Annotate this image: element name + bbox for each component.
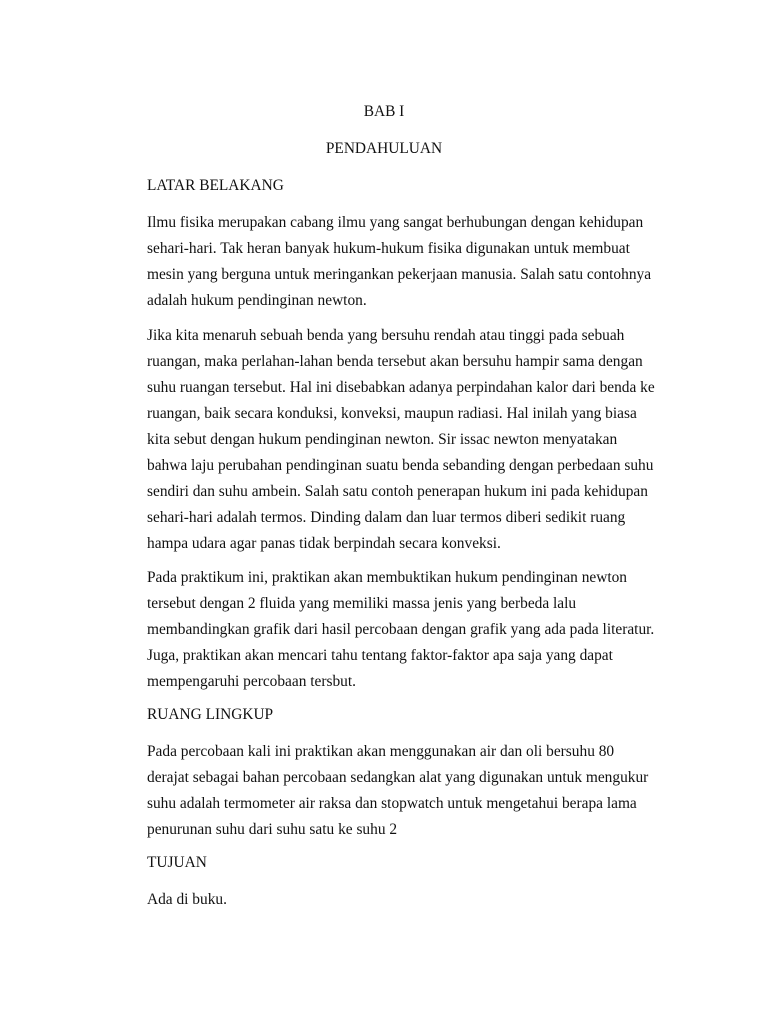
text-line: sehari-hari. Tak heran banyak hukum-hukum fisika digunakan untuk membuat [147, 240, 630, 257]
text-line: membandingkan grafik dari hasil percobaan dengan grafik yang ada pada literatur. [147, 621, 655, 638]
text-line: Ilmu fisika merupakan cabang ilmu yang sangat berhubungan dengan kehidupan [147, 214, 644, 231]
text-line: mempengaruhi percobaan tersbut. [147, 673, 356, 690]
text-line: penurunan suhu dari suhu satu ke suhu 2 [147, 821, 398, 838]
text-line: tersebut dengan 2 fluida yang memiliki massa jenis yang berbeda lalu [147, 595, 577, 612]
text-line: ruangan, maka perlahan-lahan benda tersebut akan bersuhu hampir sama dengan [147, 353, 643, 370]
text-line: mesin yang berguna untuk meringankan pekerjaan manusia. Salah satu contohnya [147, 266, 652, 283]
text-line: Pada praktikum ini, praktikan akan membuktikan hukum pendinginan newton [147, 569, 628, 586]
section-heading-ruang-lingkup: RUANG LINGKUP [147, 706, 274, 723]
text-line: ruangan, baik secara konduksi, konveksi, maupun radiasi. Hal inilah yang biasa [147, 405, 637, 422]
paragraph-latar-belakang-2 [147, 326, 667, 560]
text-line: derajat sebagai bahan percobaan sedangkan alat yang digunakan untuk mengukur [147, 769, 649, 786]
text-line: Ada di buku. [147, 891, 227, 908]
text-line: suhu ruangan tersebut. Hal ini disebabkan adanya perpindahan kalor dari benda ke [147, 379, 655, 396]
text-line: sehari-hari adalah termos. Dinding dalam dan luar termos diberi sedikit ruang [147, 509, 626, 526]
paragraph-ruang-lingkup-1 [147, 742, 667, 846]
text-line: bahwa laju perubahan pendinginan suatu benda sebanding dengan perbedaan suhu [147, 457, 654, 474]
paragraph-latar-belakang-3 [147, 568, 667, 698]
section-heading-latar-belakang: LATAR BELAKANG [147, 177, 284, 194]
chapter-number: BAB I [363, 103, 405, 120]
chapter-title: PENDAHULUAN [325, 140, 443, 157]
text-line: Jika kita menaruh sebuah benda yang bersuhu rendah atau tinggi pada sebuah [147, 327, 625, 344]
paragraph-tujuan-1 [147, 890, 667, 916]
paragraph-latar-belakang-1 [147, 213, 667, 317]
text-line: sendiri dan suhu ambein. Salah satu contoh penerapan hukum ini pada kehidupan [147, 483, 648, 500]
text-line: kita sebut dengan hukum pendinginan newton. Sir issac newton menyatakan [147, 431, 618, 448]
section-heading-tujuan: TUJUAN [147, 854, 207, 871]
text-line: adalah hukum pendinginan newton. [147, 292, 367, 309]
text-line: Pada percobaan kali ini praktikan akan menggunakan air dan oli bersuhu 80 [147, 743, 615, 760]
text-line: Juga, praktikan akan mencari tahu tentang faktor-faktor apa saja yang dapat [147, 647, 613, 664]
text-line: suhu adalah termometer air raksa dan stopwatch untuk mengetahui berapa lama [147, 795, 637, 812]
text-line: hampa udara agar panas tidak berpindah secara konveksi. [147, 535, 501, 552]
